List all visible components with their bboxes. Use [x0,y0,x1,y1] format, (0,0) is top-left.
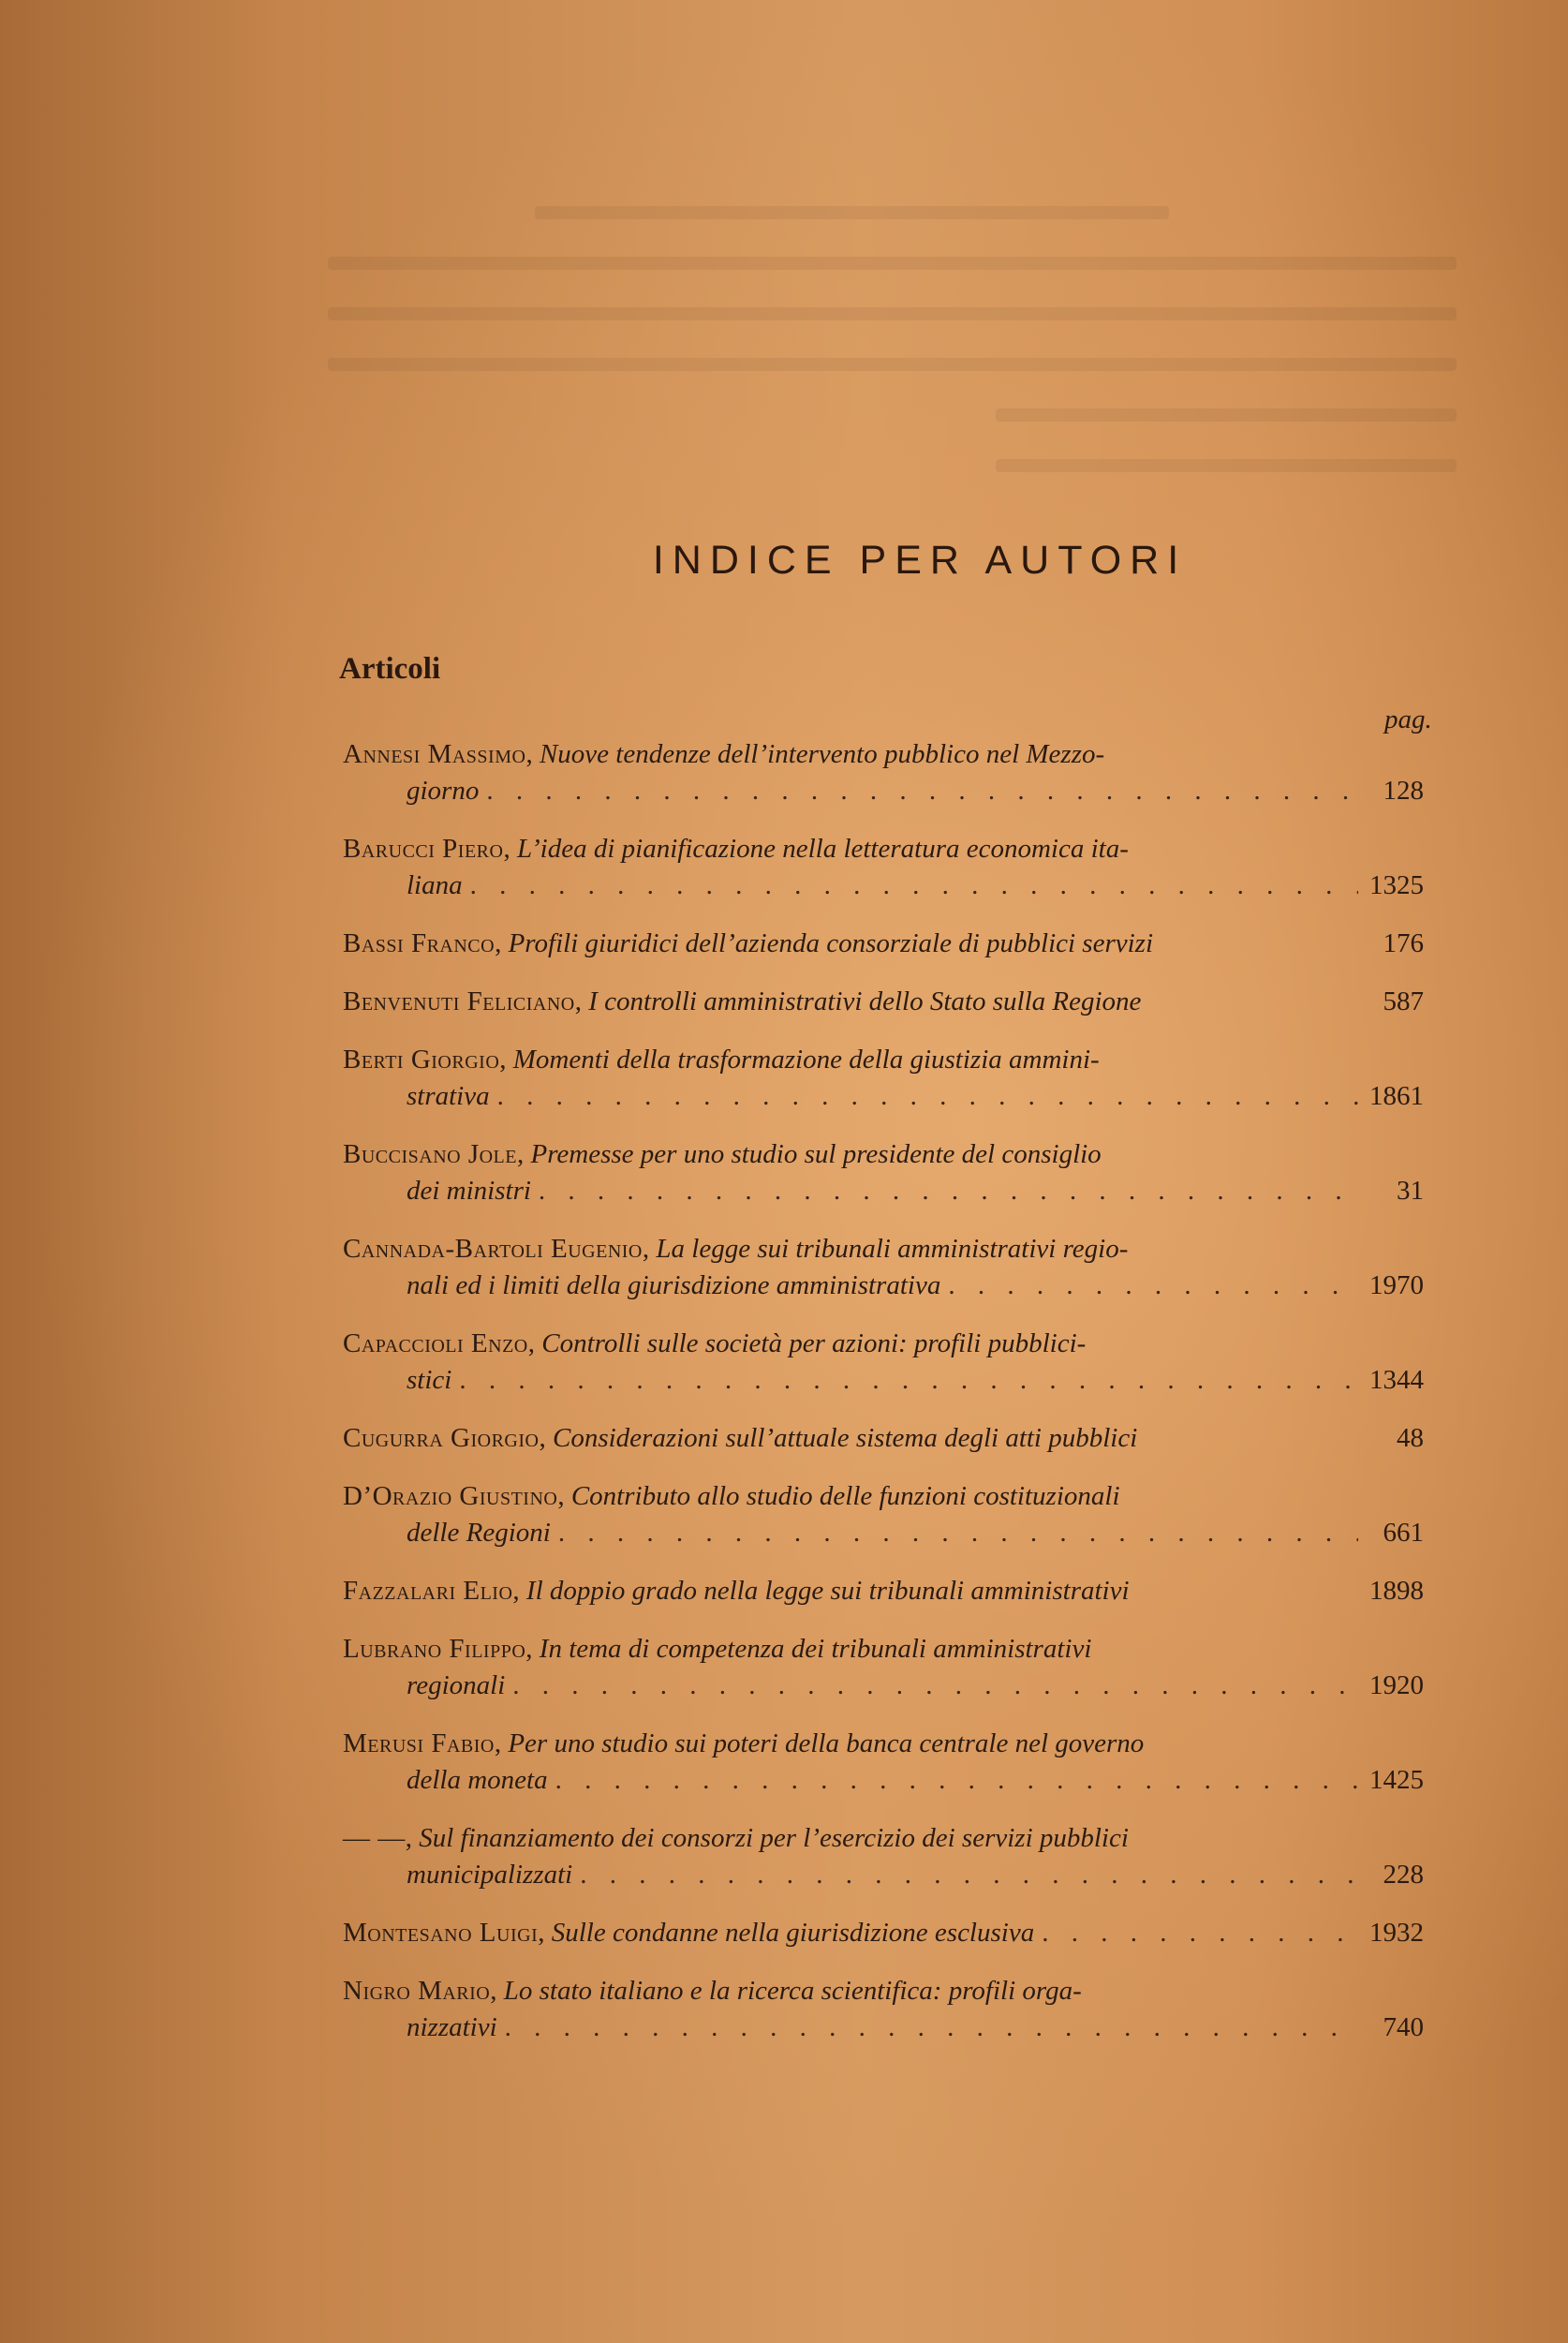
entry-heading [343,984,1141,1020]
entry-title: Contributo allo studio delle funzioni costituzionali [570,1481,1120,1511]
entry-first-line [343,1915,1424,1951]
entry-first-line [343,736,1424,773]
index-entry [343,1631,1424,1704]
entry-title: L’idea di pianificazione nella letteratura economica ita- [516,834,1129,864]
page-title: INDICE PER AUTORI [652,537,1188,583]
entry-title-continued: dei ministri [407,1176,531,1206]
entry-title-continued: della moneta [407,1765,548,1795]
entry-title-continued: giorno [407,776,480,806]
entry-author: Montesano Luigi [343,1918,539,1948]
entry-title-continued: liana [407,870,463,900]
entry-heading [343,1042,1100,1078]
entry-continuation-line [343,1762,1424,1799]
entry-title: Per uno studio sui poteri della banca centrale nel governo [508,1728,1145,1758]
entry-continuation-line [343,1173,1424,1209]
entry-heading [343,1915,1034,1951]
index-entry [343,1478,1424,1551]
dot-leader [479,773,1358,809]
entry-continuation-line [343,1362,1424,1399]
entry-separator: , [557,1481,571,1511]
entry-title-continued: delle Regioni [407,1518,551,1548]
dot-leader [505,1668,1358,1704]
section-heading: Articoli [339,652,441,686]
index-entry [343,926,1424,962]
entry-separator: , [499,1045,513,1075]
entry-author: D’Orazio Giustino [343,1481,558,1511]
dot-leader [490,1078,1358,1115]
entry-title: Controlli sulle società per azioni: profili pubblici- [541,1328,1087,1358]
entry-page-number: 176 [1383,928,1424,958]
entry-separator: , [517,1139,531,1169]
entry-heading [343,1573,1130,1609]
entry-separator: , [574,986,589,1016]
entry-first-line [343,1820,1424,1857]
page-column-label: pag. [1384,704,1432,734]
entry-page-number: 1425 [1369,1765,1424,1795]
entry-heading [343,1136,1102,1173]
entry-title: Premesse per uno studio sul presidente del consiglio [530,1139,1102,1169]
entry-continuation-line [343,1515,1424,1551]
entry-separator: , [642,1234,657,1264]
entry-author: Barucci Piero [343,834,504,864]
entry-title: In tema di competenza dei tribunali amministrativi [539,1634,1092,1664]
entry-title-continued: regionali [407,1670,506,1700]
entry-page-number: 1861 [1369,1081,1424,1111]
entry-author: Berti Giorgio [343,1045,500,1075]
entry-page-number: 128 [1383,776,1424,806]
entry-title-continued: stici [407,1365,452,1395]
entry-author: Capaccioli Enzo [343,1328,528,1358]
entry-author: Annesi Massimo [343,739,526,769]
entry-separator: , [494,1728,509,1758]
dot-leader [451,1362,1358,1399]
entry-continuation-line [343,2009,1424,2046]
dot-leader [463,868,1358,904]
entry-title: Profili giuridici dell’azienda consorziale di pubblici servizi [508,928,1154,958]
entry-first-line [343,1136,1424,1173]
entry-first-line [343,831,1424,868]
entry-title-continued: nali ed i limiti della giurisdizione amministrativa [407,1270,941,1300]
entry-page-number: 661 [1383,1518,1424,1548]
entry-first-line [343,984,1424,1020]
entry-first-line [343,1726,1424,1762]
entry-first-line [343,1231,1424,1268]
entry-continuation-line [343,868,1424,904]
entry-separator: , [538,1918,552,1948]
entry-continuation-line [343,1857,1424,1893]
entry-separator: , [495,928,509,958]
entry-first-line [343,1573,1424,1609]
entry-first-line [343,1478,1424,1515]
entry-heading [343,1231,1128,1268]
entry-first-line [343,1631,1424,1668]
entry-title: Momenti della trasformazione della giustizia ammini- [512,1045,1100,1075]
entry-author: Merusi Fabio [343,1728,495,1758]
entry-page-number: 740 [1383,2012,1424,2042]
entry-heading [343,926,1153,962]
dot-leader [551,1515,1358,1551]
entry-title-continued: strativa [407,1081,490,1111]
index-entry [343,1231,1424,1304]
index-entry [343,1820,1424,1893]
entry-first-line [343,1420,1424,1457]
entry-continuation-line [343,1078,1424,1115]
entry-author: Fazzalari Elio [343,1576,513,1606]
entry-page-number: 587 [1383,986,1424,1016]
entry-page-number: 1970 [1369,1270,1424,1300]
entry-separator: , [490,1976,504,2006]
index-entry [343,736,1424,809]
dot-leader [940,1268,1358,1304]
entry-continuation-line [343,1268,1424,1304]
entry-title: I controlli amministrativi dello Stato sulla Regione [588,986,1142,1016]
entry-author: — — [343,1823,406,1853]
entry-heading [343,1478,1120,1515]
entry-heading [343,1820,1129,1857]
index-entry [343,1726,1424,1799]
index-entries [343,736,1424,2068]
entry-author: Benvenuti Feliciano [343,986,575,1016]
entry-title: Sulle condanne nella giurisdizione esclusiva [551,1918,1035,1948]
entry-heading [343,1973,1082,2009]
entry-heading [343,1726,1144,1762]
entry-author: Bassi Franco [343,928,496,958]
entry-title-continued: municipalizzati [407,1860,573,1890]
entry-separator: , [503,834,517,864]
entry-separator: , [525,739,540,769]
entry-page-number: 1344 [1369,1365,1424,1395]
entry-page-number: 48 [1397,1423,1424,1453]
entry-heading [343,831,1129,868]
entry-first-line [343,1973,1424,2009]
entry-page-number: 1898 [1369,1576,1424,1606]
entry-title-continued: nizzativi [407,2012,497,2042]
dot-leader [572,1857,1358,1893]
dot-leader [548,1762,1358,1799]
dot-leader [1034,1915,1358,1951]
entry-title: La legge sui tribunali amministrativi regio- [656,1234,1129,1264]
index-entry [343,1326,1424,1399]
entry-page-number: 228 [1383,1860,1424,1890]
entry-heading [343,1631,1091,1668]
index-entry [343,1136,1424,1209]
entry-title: Considerazioni sull’attuale sistema degli atti pubblici [552,1423,1138,1453]
entry-separator: , [525,1634,540,1664]
entry-page-number: 1920 [1369,1670,1424,1700]
entry-author: Cugurra Giorgio [343,1423,540,1453]
entry-first-line [343,926,1424,962]
entry-author: Buccisano Jole [343,1139,517,1169]
entry-continuation-line [343,773,1424,809]
entry-page-number: 31 [1397,1176,1424,1206]
index-entry [343,1915,1424,1951]
entry-author: Cannada-Bartoli Eugenio [343,1234,643,1264]
entry-separator: , [512,1576,526,1606]
entry-first-line [343,1326,1424,1362]
entry-page-number: 1325 [1369,870,1424,900]
entry-separator: , [539,1423,553,1453]
entry-continuation-line [343,1668,1424,1704]
entry-heading [343,1420,1137,1457]
entry-author: Nigro Mario [343,1976,491,2006]
index-entry [343,1420,1424,1457]
entry-author: Lubrano Filippo [343,1634,526,1664]
index-entry [343,1042,1424,1115]
entry-separator: , [405,1823,420,1853]
entry-heading [343,736,1104,773]
index-entry [343,831,1424,904]
entry-first-line [343,1042,1424,1078]
entry-separator: , [527,1328,542,1358]
index-entry [343,984,1424,1020]
entry-title: Nuove tendenze dell’intervento pubblico nel Mezzo- [539,739,1105,769]
entry-page-number: 1932 [1369,1918,1424,1948]
dot-leader [497,2009,1358,2046]
index-entry [343,1573,1424,1609]
entry-title: Il doppio grado nella legge sui tribunali amministrativi [525,1576,1130,1606]
entry-heading [343,1326,1086,1362]
entry-title: Sul finanziamento dei consorzi per l’esercizio dei servizi pubblici [419,1823,1129,1853]
dot-leader [531,1173,1358,1209]
index-entry [343,1973,1424,2046]
entry-title: Lo stato italiano e la ricerca scientifica: profili orga- [503,1976,1082,2006]
